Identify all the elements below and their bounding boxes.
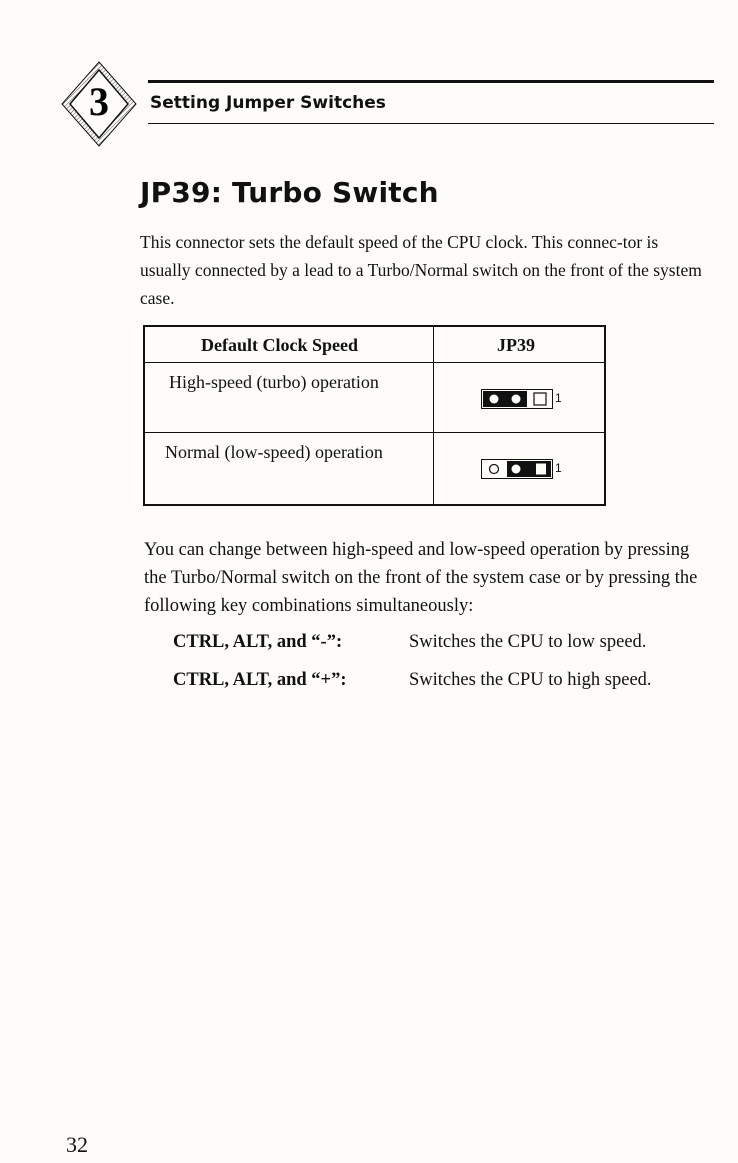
column-header-speed: Default Clock Speed bbox=[201, 335, 358, 355]
jumper-high-speed-icon bbox=[481, 389, 571, 409]
column-header-jp39: JP39 bbox=[497, 335, 535, 355]
table-divider bbox=[145, 362, 604, 363]
jumper-normal-speed-icon bbox=[481, 459, 571, 479]
intro-paragraph: This connector sets the default speed of the CPU clock. This connec-tor is usually connected by a lead to a Turbo/Normal switch on the front of the system case. bbox=[140, 232, 702, 308]
table-divider bbox=[145, 432, 604, 433]
key-combo-label: CTRL, ALT, and “+”: bbox=[173, 670, 347, 690]
chapter-number: 3 bbox=[89, 79, 109, 124]
key-combo-label: CTRL, ALT, and “-”: bbox=[173, 632, 343, 652]
table-divider bbox=[433, 327, 434, 504]
chapter-badge bbox=[60, 60, 138, 150]
row-label-high-speed: High-speed (turbo) operation bbox=[169, 372, 379, 392]
page-number: 32 bbox=[66, 1132, 88, 1157]
key-combo-action: Switches the CPU to low speed. bbox=[409, 632, 647, 652]
key-combo-action: Switches the CPU to high speed. bbox=[409, 670, 652, 690]
section-heading: JP39: Turbo Switch bbox=[140, 176, 439, 209]
body-paragraph: You can change between high-speed and low-speed operation by pressing the Turbo/Normal switch on the front of the system case or by pressing the following key combinations simultaneously: bbox=[144, 540, 698, 616]
row-label-normal-speed: Normal (low-speed) operation bbox=[165, 442, 383, 462]
header-rule-bottom bbox=[148, 123, 714, 124]
jumper-table bbox=[143, 325, 606, 506]
pin-1-label: 1 bbox=[555, 461, 562, 475]
chapter-title: Setting Jumper Switches bbox=[150, 93, 386, 113]
pin-1-label: 1 bbox=[555, 391, 562, 405]
header-rule-top bbox=[148, 80, 714, 83]
